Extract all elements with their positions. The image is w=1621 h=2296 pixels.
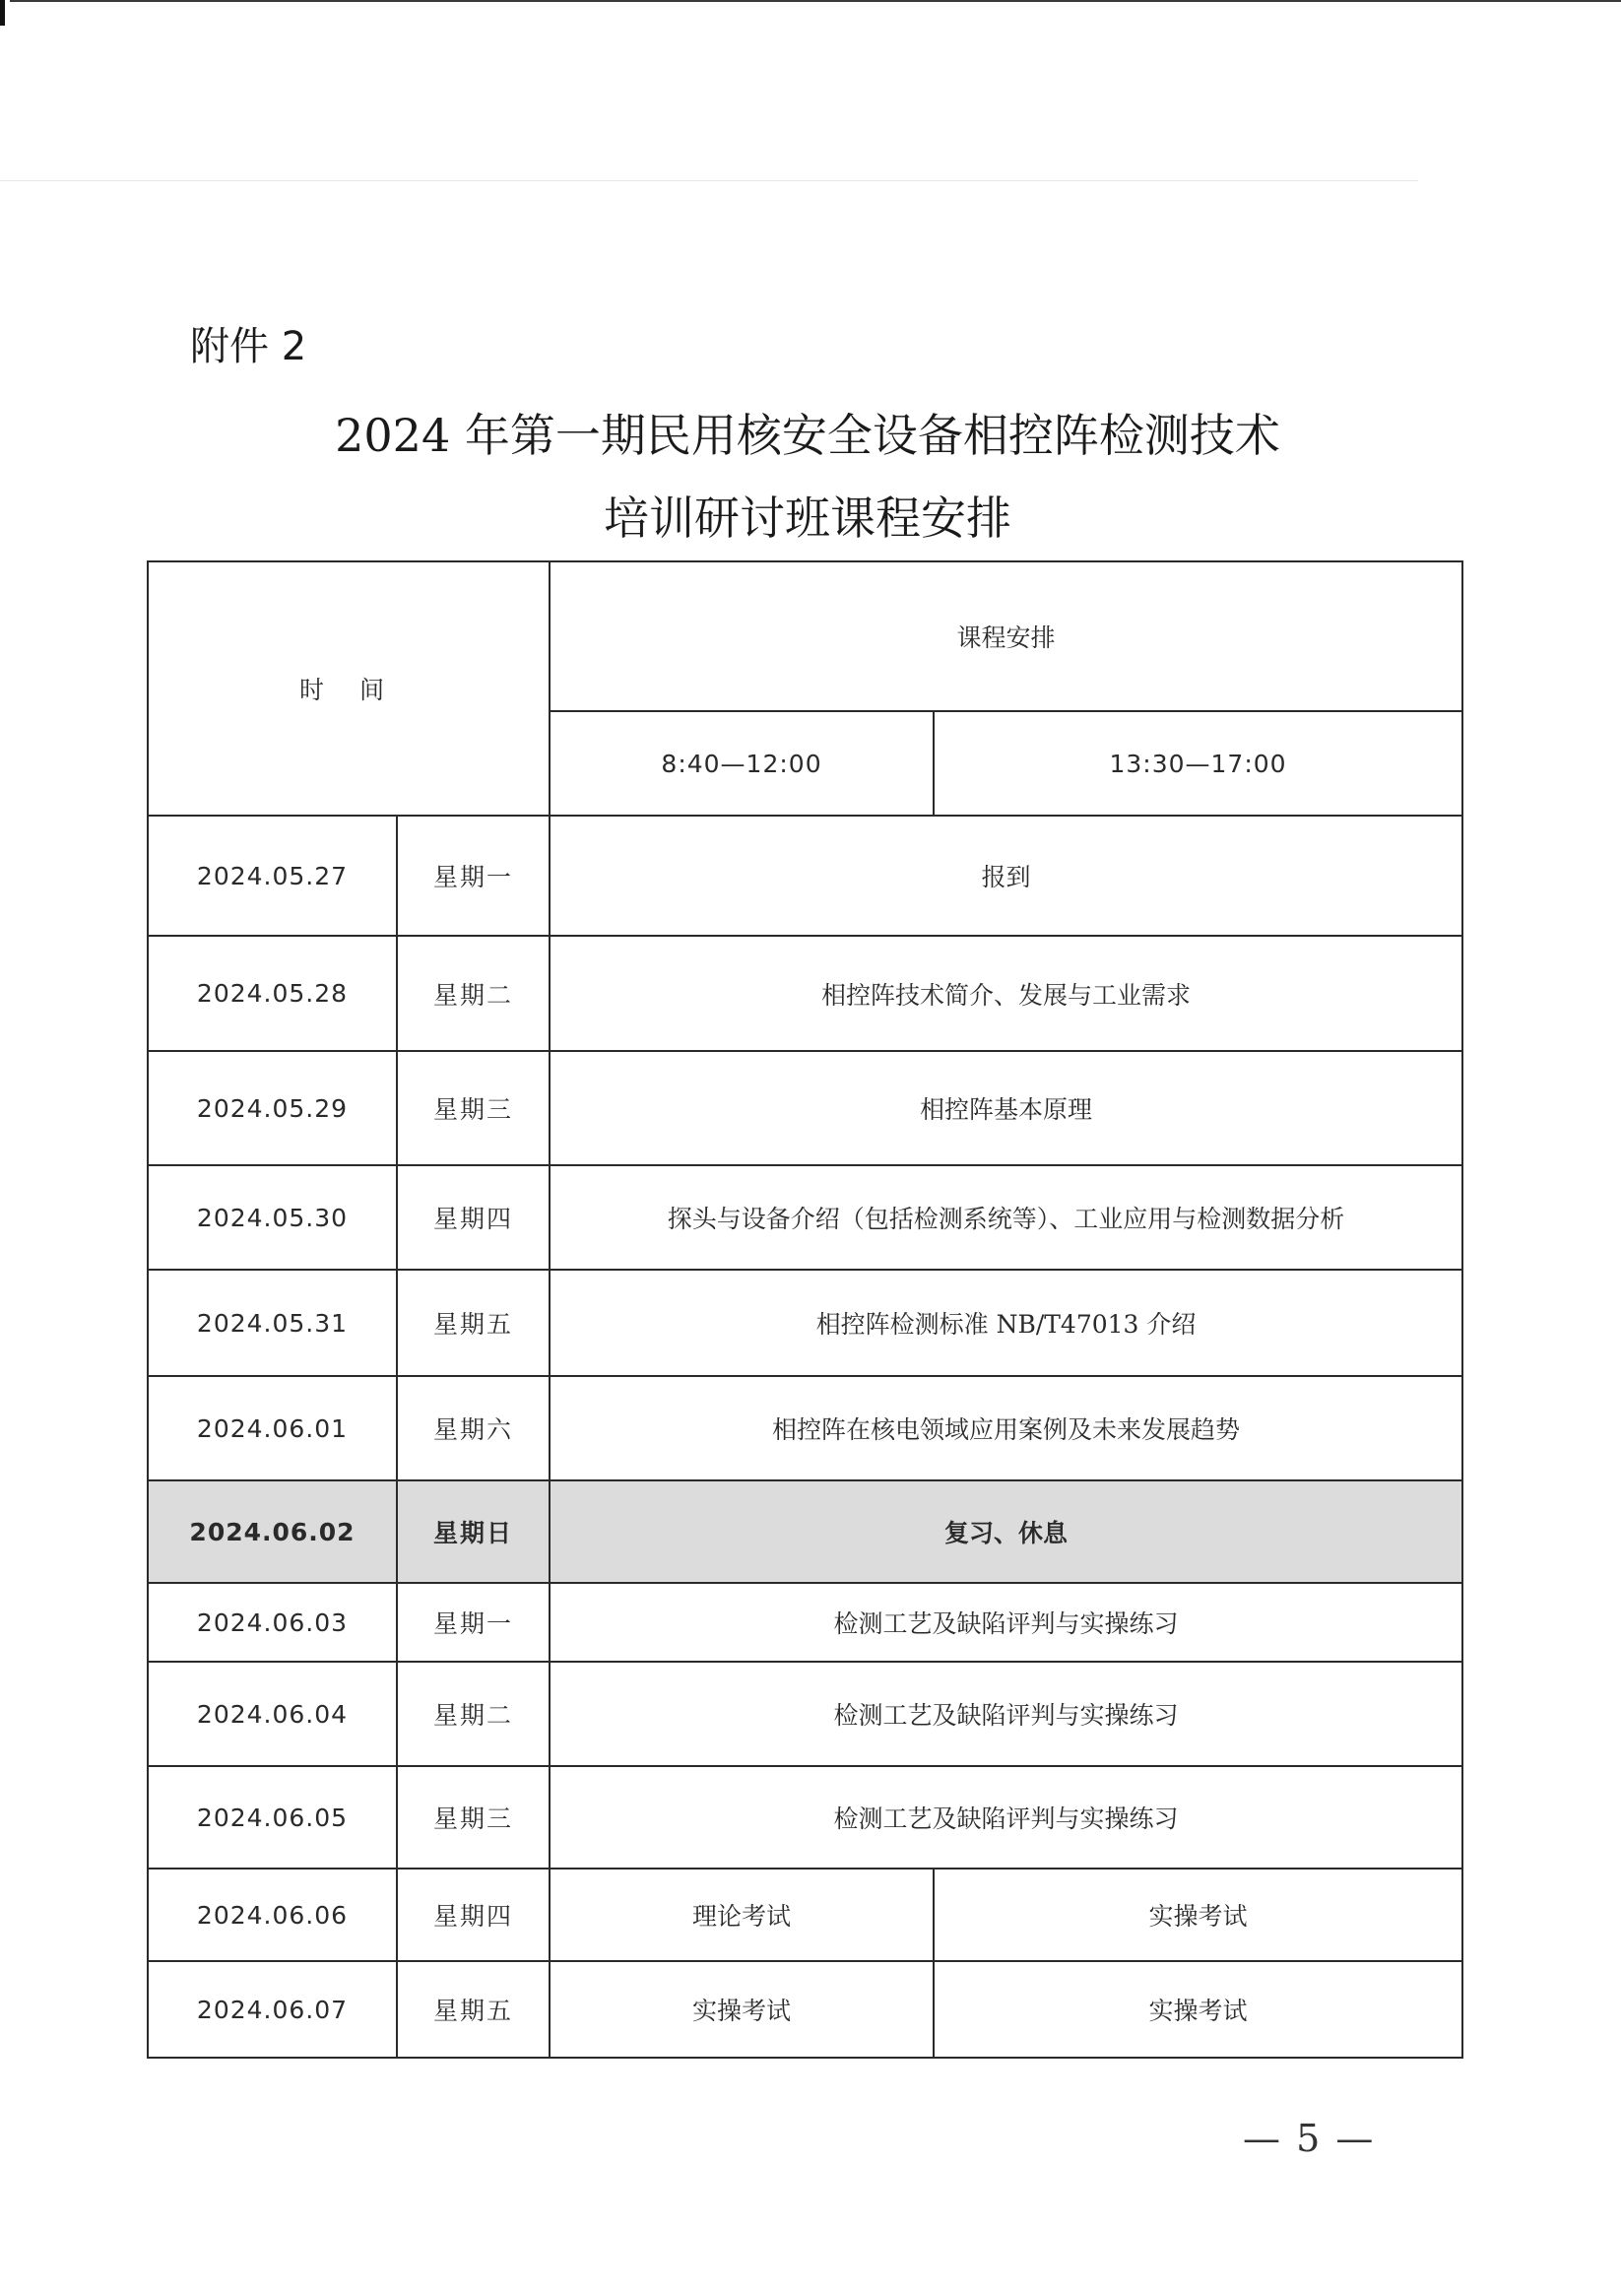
row-afternoon-course: 实操考试 — [934, 1869, 1462, 1961]
row-course: 检测工艺及缺陷评判与实操练习 — [550, 1766, 1462, 1869]
table-row — [148, 936, 1462, 1051]
table-row — [148, 1766, 1462, 1869]
top-edge-line — [10, 0, 1621, 2]
row-course: 检测工艺及缺陷评判与实操练习 — [550, 1662, 1462, 1766]
table-row — [148, 1869, 1462, 1961]
row-weekday: 星期三 — [397, 1051, 550, 1165]
row-morning-course: 实操考试 — [550, 1961, 934, 2058]
row-date: 2024.05.27 — [148, 816, 397, 936]
schedule-table — [147, 560, 1463, 2059]
faint-divider — [0, 180, 1418, 181]
row-weekday: 星期一 — [397, 816, 550, 936]
row-course: 相控阵技术简介、发展与工业需求 — [550, 936, 1462, 1051]
header-afternoon: 13:30—17:00 — [934, 711, 1462, 816]
row-weekday: 星期二 — [397, 1662, 550, 1766]
table-row — [148, 1961, 1462, 2058]
table-row — [148, 1662, 1462, 1766]
row-date: 2024.06.05 — [148, 1766, 397, 1869]
row-date: 2024.05.31 — [148, 1270, 397, 1376]
table-row — [148, 816, 1462, 936]
table-row — [148, 1583, 1462, 1662]
row-weekday: 星期一 — [397, 1583, 550, 1662]
row-date: 2024.06.04 — [148, 1662, 397, 1766]
table-row — [148, 1165, 1462, 1270]
row-date: 2024.05.29 — [148, 1051, 397, 1165]
row-weekday: 星期五 — [397, 1270, 550, 1376]
table-row — [148, 1051, 1462, 1165]
row-weekday: 星期四 — [397, 1165, 550, 1270]
row-afternoon-course: 实操考试 — [934, 1961, 1462, 2058]
row-weekday: 星期二 — [397, 936, 550, 1051]
row-date: 2024.06.06 — [148, 1869, 397, 1961]
row-course: 检测工艺及缺陷评判与实操练习 — [550, 1583, 1462, 1662]
row-weekday: 星期六 — [397, 1376, 550, 1480]
row-weekday: 星期五 — [397, 1961, 550, 2058]
header-time: 时 间 — [148, 561, 550, 816]
row-weekday: 星期三 — [397, 1766, 550, 1869]
table-row-highlighted — [148, 1480, 1462, 1583]
row-course: 报到 — [550, 816, 1462, 936]
row-morning-course: 理论考试 — [550, 1869, 934, 1961]
row-course: 相控阵在核电领域应用案例及未来发展趋势 — [550, 1376, 1462, 1480]
row-date: 2024.05.30 — [148, 1165, 397, 1270]
row-date: 2024.06.01 — [148, 1376, 397, 1480]
table-row — [148, 1270, 1462, 1376]
row-date: 2024.05.28 — [148, 936, 397, 1051]
document-title-line-1: 2024 年第一期民用核安全设备相控阵检测技术 — [335, 409, 1280, 462]
page-number: — 5 — — [1243, 2117, 1376, 2160]
row-weekday: 星期日 — [397, 1480, 550, 1583]
row-course: 复习、休息 — [550, 1480, 1462, 1583]
row-course: 相控阵检测标准 NB/T47013 介绍 — [550, 1270, 1462, 1376]
row-date: 2024.06.07 — [148, 1961, 397, 2058]
row-date: 2024.06.03 — [148, 1583, 397, 1662]
scan-edge-mark — [0, 0, 5, 26]
table-row — [148, 1376, 1462, 1480]
row-weekday: 星期四 — [397, 1869, 550, 1961]
attachment-label: 附件 2 — [190, 324, 307, 369]
row-course: 探头与设备介绍（包括检测系统等）、工业应用与检测数据分析 — [550, 1165, 1462, 1270]
document-title-line-2: 培训研讨班课程安排 — [604, 492, 1011, 545]
row-date: 2024.06.02 — [148, 1480, 397, 1583]
header-course: 课程安排 — [550, 561, 1462, 711]
header-morning: 8:40—12:00 — [550, 711, 934, 816]
row-course: 相控阵基本原理 — [550, 1051, 1462, 1165]
